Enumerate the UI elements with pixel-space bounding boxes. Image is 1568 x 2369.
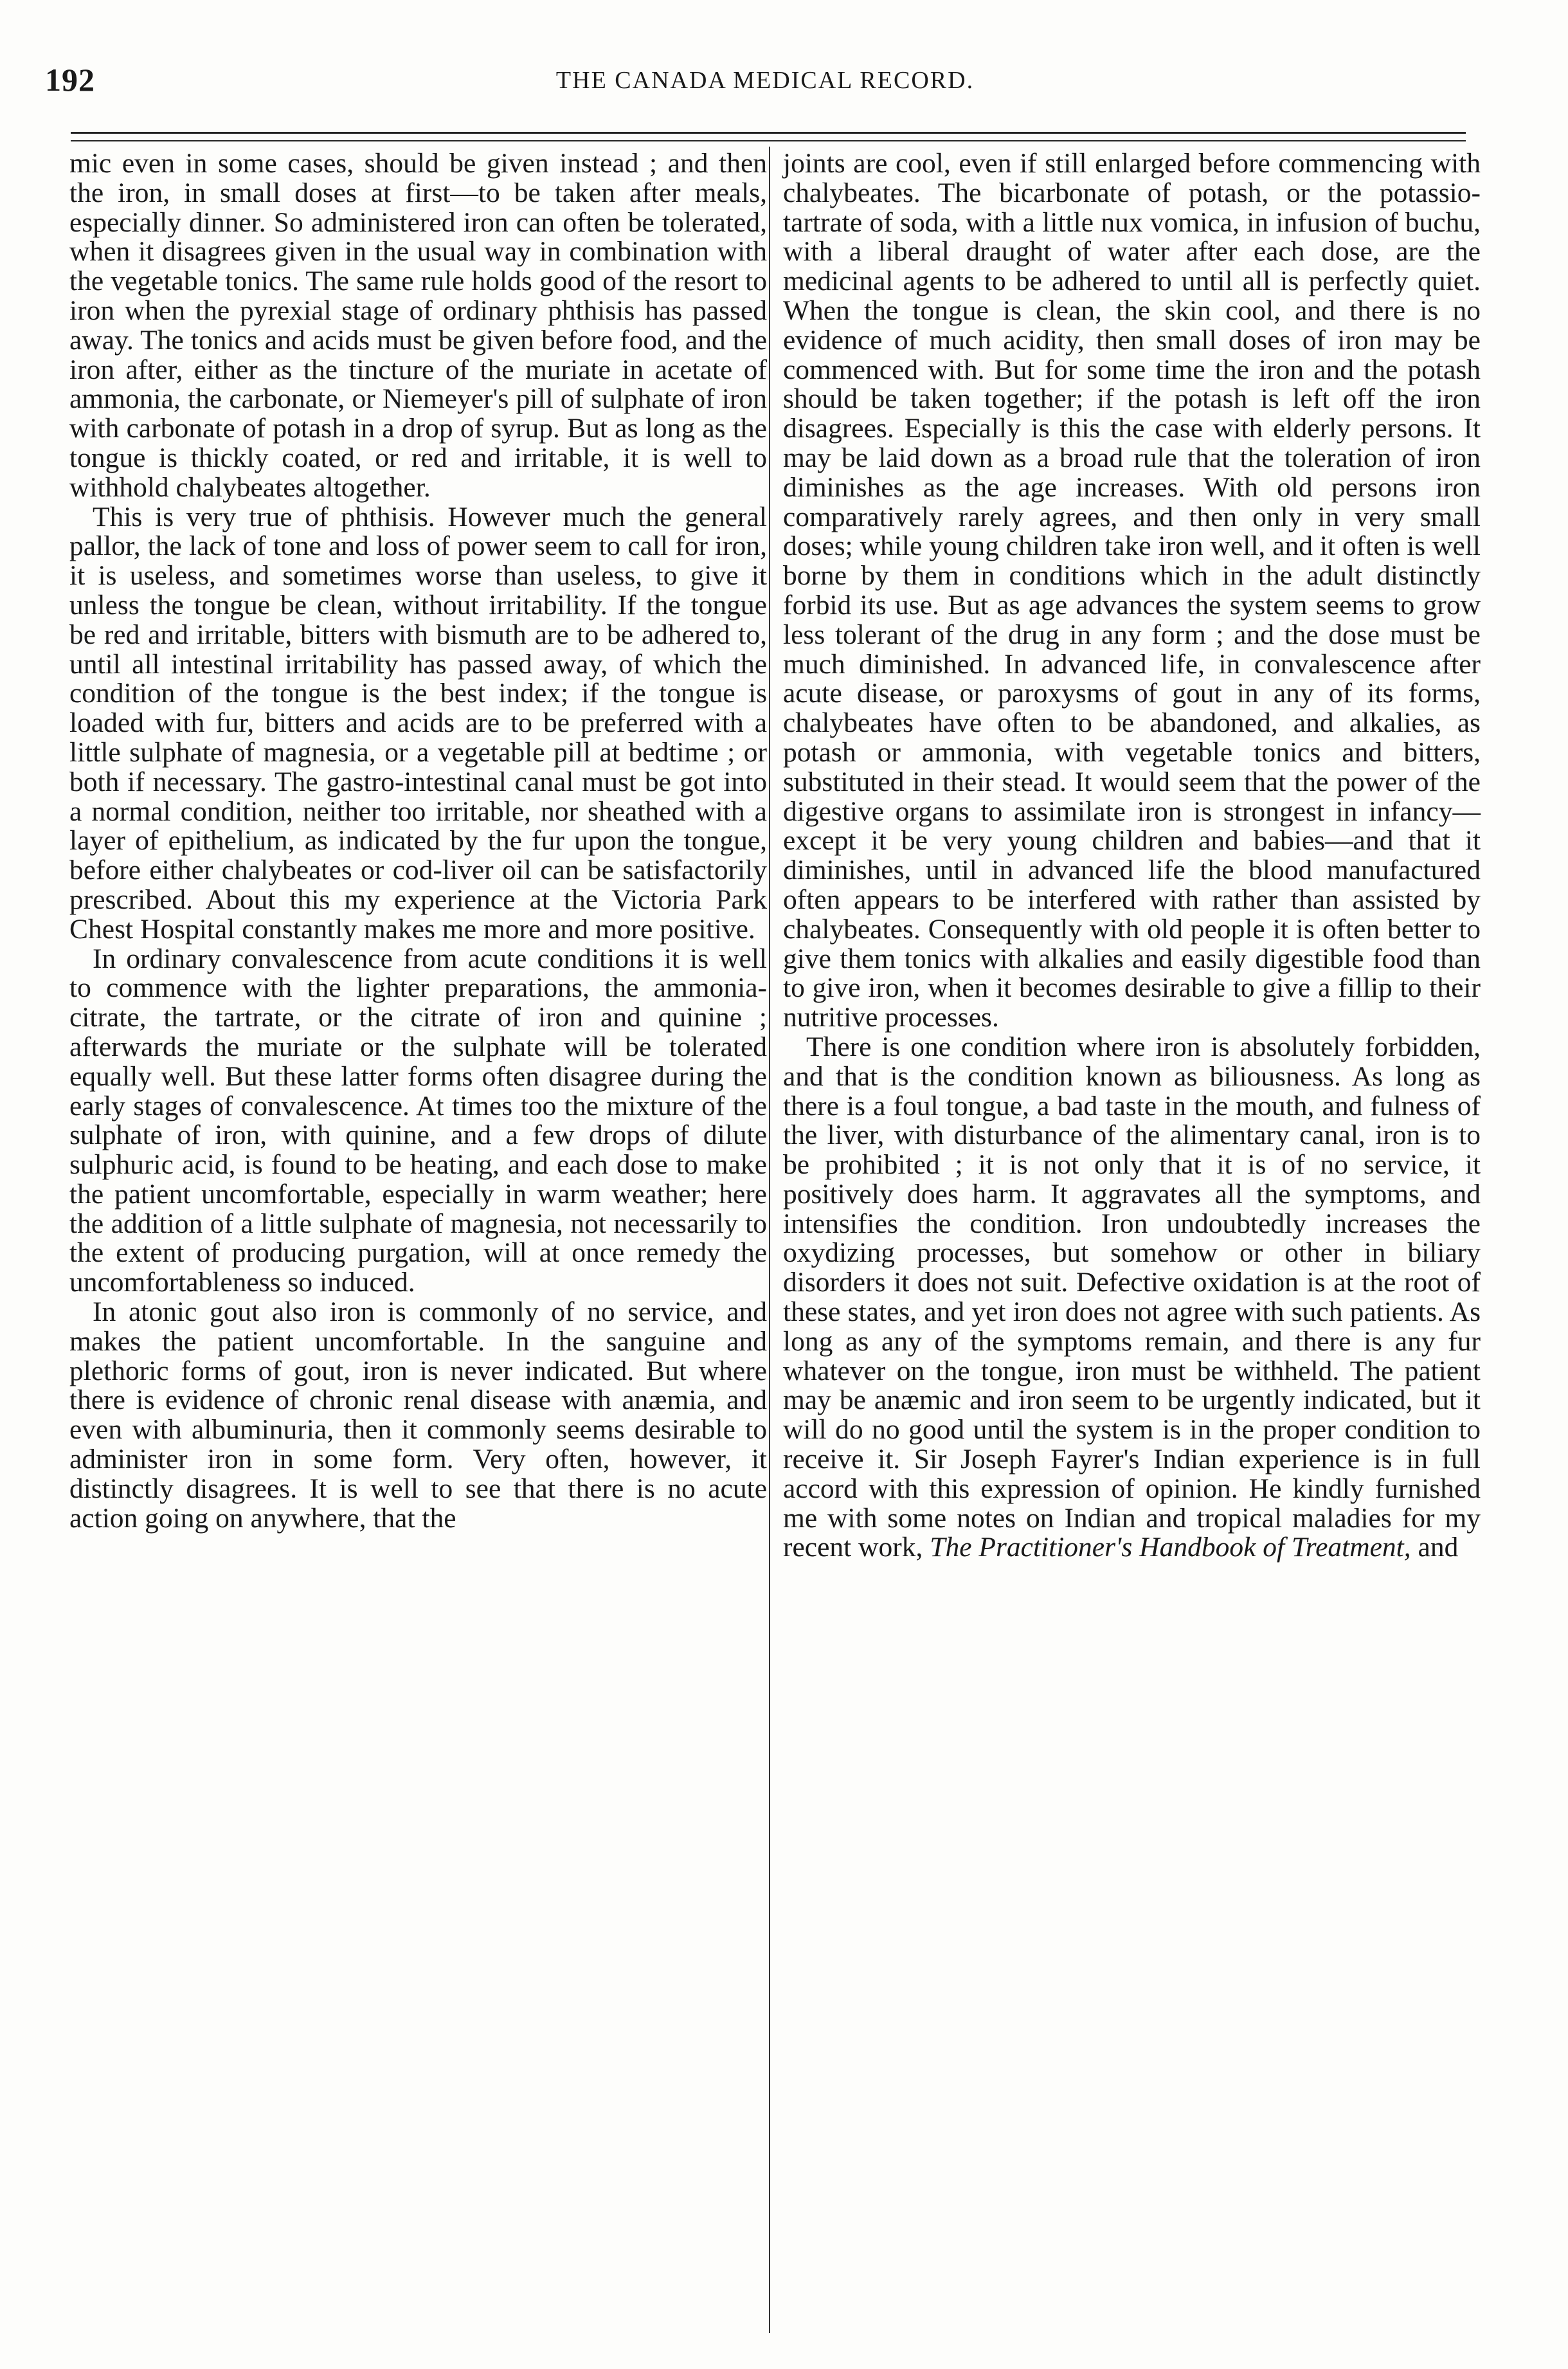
book-title: The Practitioner's Handbook of Treatment,	[930, 1532, 1411, 1563]
paragraph: In atonic gout also iron is commonly of no service, and makes the patient uncomfortable. In the sanguine and plethoric forms of gout, iron is never indicated. But where there is evidence of chronic renal disease with anæmia, and even with albuminuria, then it commonly seems desirable to administer iron in some form. Very often, however, it distinctly disagrees. It is well to see that there is no acute action going on anywhere, that the	[69, 1296, 767, 1534]
paragraph: This is very true of phthisis. However much the general pallor, the lack of tone and loss of power seem to call for iron, it is useless, and sometimes worse than useless, to give it unless the tongue be clean, without irritability. If the tongue be red and irritable, bitters with bismuth are to be adhered to, until all intestinal irritability has passed away, of which the condition of the tongue is the best index; if the tongue is loaded with fur, bitters and acids are to be preferred with a little sulphate of magnesia, or a vegetable pill at bedtime ; or both if necessary. The gastro-intestinal canal must be got into a normal condition, neither too irritable, nor sheathed with a layer of epithelium, as indicated by the fur upon the tongue, before either chalybeates or cod-liver oil can be satisfactorily prescribed. About this my experience at the Victoria Park Chest Hospital constantly makes me more and more positive.	[69, 501, 767, 945]
paragraph-final	[783, 1033, 1481, 1563]
running-title: THE CANADA MEDICAL RECORD.	[555, 67, 975, 94]
column-divider	[769, 147, 770, 2333]
header-rule	[71, 132, 1466, 141]
paragraph-tail: and	[1410, 1532, 1459, 1563]
page-number: 192	[45, 62, 95, 98]
paragraph: In ordinary convalescence from acute conditions it is well to commence with the lighter preparations, the ammonia-citrate, the tartrate, or the citrate of iron and quinine ; afterwards the muriate or the sulphate will be tolerated equally well. But these latter forms often disagree during the early stages of convalescence. At times too the mixture of the sulphate of iron, with quinine, and a few drops of dilute sulphuric acid, is found to be heating, and each dose to make the patient uncomfortable, especially in warm weather; here the addition of a little sulphate of magnesia, not necessarily to the extent of producing purgation, will at once remedy the uncomfortableness so induced.	[69, 943, 767, 1298]
right-column	[783, 149, 1481, 1563]
paragraph-text: There is one condition where iron is absolutely forbidden, and that is the condition known as biliousness. As long as there is a foul tongue, a bad taste in the mouth, and fulness of the liver, with disturbance of the alimentary canal, iron is to be prohibited ; it is not only that it is of no service, it positively does harm. It aggravates all the symptoms, and intensifies the condition. Iron undoubtedly increases the oxydizing processes, but somehow or other in biliary disorders it does not suit. Defective oxidation is at the root of these states, and yet iron does not agree with such patients. As long as any of the symptoms remain, and there is any fur whatever on the tongue, iron must be withheld. The patient may be anæmic and iron seem to be urgently indicated, but it will do no good until the system is in the proper condition to receive it. Sir Joseph Fayrer's Indian experience is in full accord with this expression of opinion. He kindly furnished me with some notes on Indian and tropical maladies for my recent work,	[783, 1031, 1481, 1563]
paragraph: joints are cool, even if still enlarged before commencing with chalybeates. The bicarbonate of potash, or the potassio-tartrate of soda, with a little nux vomica, in infusion of buchu, with a liberal draught of water after each dose, are the medicinal agents to be adhered to until all is perfectly quiet. When the tongue is clean, the skin cool, and there is no evidence of much acidity, then small doses of iron may be commenced with. But for some time the iron and the potash should be taken together; if the potash is left off the iron disagrees. Especially is this the case with elderly persons. It may be laid down as a broad rule that the toleration of iron diminishes as the age increases. With old persons iron comparatively rarely agrees, and then only in very small doses; while young children take iron well, and it often is well borne by them in conditions which in the adult distinctly forbid its use. But as age advances the system seems to grow less tolerant of the drug in any form ; and the dose must be much diminished. In advanced life, in convalescence after acute disease, or paroxysms of gout in any of its forms, chalybeates have often to be abandoned, and alkalies, as potash or ammonia, with vegetable tonics and bitters, substituted in their stead. It would seem that the power of the digestive organs to assimilate iron is strongest in infancy—except it be very young children and babies—and that it diminishes, until in advanced life the blood manufactured often appears to be interfered with rather than assisted by chalybeates. Consequently with old people it is often better to give them tonics with alkalies and easily digestible food than to give iron, when it becomes desirable to give a fillip to their nutritive processes.	[783, 148, 1481, 1033]
left-column	[69, 149, 767, 1533]
page-header	[45, 61, 1485, 113]
paragraph: mic even in some cases, should be given instead ; and then the iron, in small doses at first—to be taken after meals, especially dinner. So administered iron can often be tolerated, when it disagrees given in the usual way in combination with the vegetable tonics. The same rule holds good of the resort to iron when the pyrexial stage of ordinary phthisis has passed away. The tonics and acids must be given before food, and the iron after, either as the tincture of the muriate in acetate of ammonia, the carbonate, or Niemeyer's pill of sulphate of iron with carbonate of potash in a drop of syrup. But as long as the tongue is thickly coated, or red and irritable, it is well to withhold chalybeates altogether.	[69, 148, 767, 503]
